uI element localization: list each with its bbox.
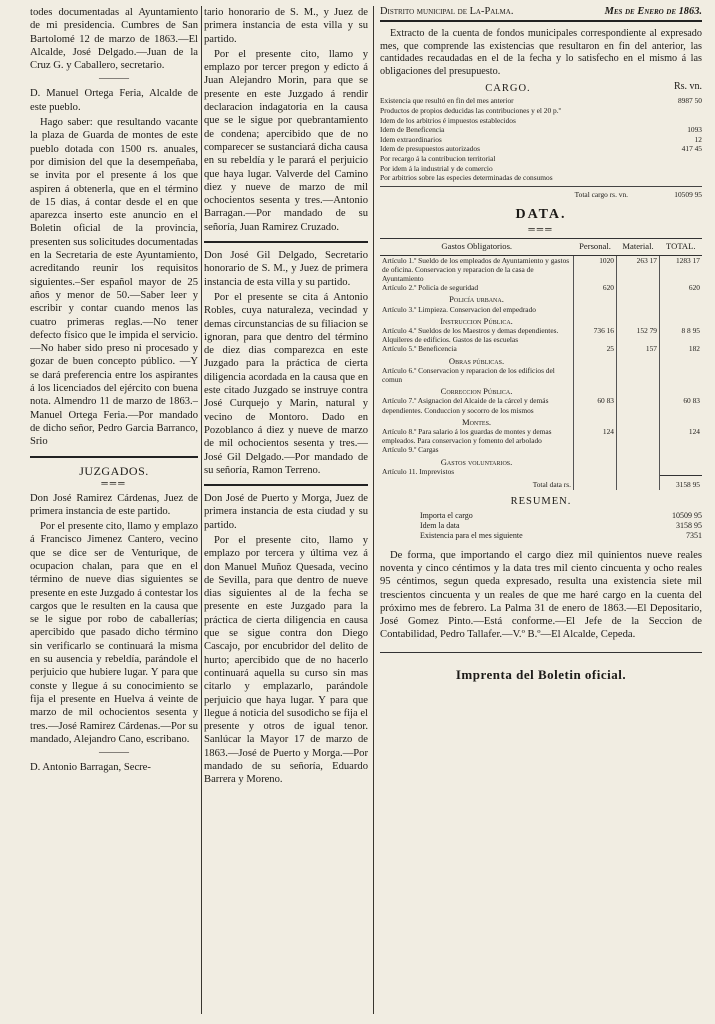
- data-title: DATA.: [515, 207, 567, 223]
- resumen-title: RESUMEN.: [510, 495, 572, 507]
- accounts-header: [380, 6, 702, 22]
- data-table: [380, 238, 702, 489]
- cargo-row-label: Por idem á la industrial y de comercio: [380, 163, 493, 173]
- resumen-label: Importa el cargo: [420, 510, 473, 520]
- cargo-row-amount: [636, 154, 702, 164]
- data-subheading: Correccion Pública.: [440, 386, 513, 397]
- data-article-row: [380, 396, 702, 414]
- article-material: 152 79: [617, 326, 660, 344]
- data-subheading-row: [380, 292, 702, 304]
- column-rule-2: [373, 6, 374, 1014]
- data-article-row: [380, 326, 702, 344]
- cargo-title: CARGO.: [485, 83, 531, 95]
- article-personal: 60 83: [574, 396, 617, 414]
- article-material: [617, 467, 660, 476]
- data-article-row: [380, 344, 702, 353]
- cargo-total-label: Total cargo rs. vn.: [574, 189, 628, 199]
- resumen-row: [380, 511, 702, 521]
- month-label: Mes de Enero de 1863.: [604, 6, 702, 17]
- cargo-row: [380, 106, 702, 116]
- cargo-row: [380, 154, 702, 164]
- article-total: 620: [660, 283, 703, 292]
- data-subheading-row: [380, 455, 702, 467]
- article-total: 182: [660, 344, 703, 353]
- article-label: Artículo 7.º Asignacion del Alcaide de la cárcel y demás dependientes. Conduccion y socorro de los mismos: [382, 396, 549, 415]
- article-label: Artículo 1.º Sueldo de los empleados de Ayuntamiento y gastos de oficina. Conservacion y reparacion de la casa de Ayuntamiento: [382, 255, 570, 283]
- closing-statement: De forma, que importando el cargo diez mil quinientos nueve reales noventa y cinco céntimos y la data tres mil ciento cincuenta y ocho reales 95 céntimos, segun queda expresado, resulta una existencia siete mil trescientos cincuenta y un reales de que me haré cargo en la cuenta del próximo mes de febrero. La Palma 31 de enero de 1863.—El Depositario, José Gomez Pinto.—Está conforme.—El Jefe de la Seccion de Contabilidad, Pedro Tallafer.—V.º B.º—El Alcalde, Cepeda.: [380, 549, 702, 641]
- article-total: 60 83: [660, 396, 703, 414]
- cargo-row-label: Existencia que resultó en fin del mes anterior: [380, 96, 514, 106]
- cargo-row: [380, 96, 702, 106]
- column-2: [204, 6, 368, 1018]
- cargo-total-row: [380, 186, 702, 200]
- printer-footer: Imprenta del Boletin oficial.: [455, 666, 627, 682]
- article-total: [660, 305, 703, 314]
- district-name: Distrito municipal de La-Palma.: [380, 6, 514, 17]
- article-personal: 124: [574, 427, 617, 445]
- article-label: Artículo 3.º Limpieza. Conservacion del empedrado: [382, 304, 536, 314]
- data-subheading-row: [380, 415, 702, 427]
- cargo-total-value: 10509 95: [674, 189, 702, 199]
- article-material: [617, 427, 660, 445]
- separator-dash: ———: [99, 73, 129, 85]
- data-total-value: 3158 95: [660, 476, 703, 490]
- article-personal: [574, 366, 617, 384]
- article-personal: [574, 445, 617, 454]
- resumen-amount: 7351: [686, 530, 702, 540]
- article-label: Artículo 5.º Beneficencia: [382, 344, 457, 354]
- notice-huelva-heading: Don José Ramirez Cárdenas, Juez de primera instancia de este partido.: [30, 492, 198, 517]
- notice-valverde-body: Por el presente cito, llamo y emplazo por tercer pregon y edicto á Juan Alejandro Morin, para que se presente en este Juzgado á rendir declaracion indagatoria en la causa que se le sigue por quebrantamiento de condena; apercibido que de no comparecer se sustanciará dicha causa en su rebeldía y le parará el perjuicio que haya lugar. Valverde del Camino diez y nueve de marzo de mil ochocientos sesenta y tres.—Antonio Barragan.—Por mandado de su señoría, Juan Ramirez Cruzado.: [204, 48, 368, 233]
- column-1: [30, 6, 198, 1018]
- article-label: Artículo 8.º Para salario á los guardas de montes y demas empleados. Para conservacion y fomento del arbolado: [382, 426, 552, 446]
- data-subheading: Policía urbana.: [449, 294, 504, 305]
- cargo-row: [380, 164, 702, 174]
- cargo-row: [380, 144, 702, 154]
- resumen-amount: 3158 95: [676, 520, 702, 530]
- article-personal: 1020: [574, 255, 617, 283]
- cargo-row-label: Por arbitrios sobre las especies determinadas de consumos: [380, 173, 553, 183]
- resumen-row: [380, 521, 702, 531]
- cargo-heading-row: [380, 81, 702, 96]
- data-article-row: [380, 467, 702, 476]
- article-total: 124: [660, 427, 703, 445]
- resumen-label: Existencia para el mes siguiente: [420, 530, 523, 540]
- cargo-list: [380, 96, 702, 182]
- article-label: Artículo 11. Imprevistos: [382, 466, 455, 476]
- article-label: Artículo 2.º Policía de seguridad: [382, 283, 479, 293]
- col-header-personal: Personal.: [574, 239, 617, 255]
- cargo-row: [380, 125, 702, 135]
- cargo-row-label: Idem de presupuestos autorizados: [380, 144, 480, 154]
- resumen-list: [380, 511, 702, 541]
- cargo-row-label: Por recargo á la contribucion territorial: [380, 153, 496, 163]
- cargo-row-amount: 8987 50: [677, 96, 702, 106]
- article-personal: 736 16: [574, 326, 617, 344]
- separator-rule: [204, 484, 368, 486]
- data-subheading-row: [380, 354, 702, 366]
- data-subheading: Montes.: [461, 416, 492, 427]
- data-table-header: [380, 239, 702, 255]
- notice-valverde-heading-end: tario honorario de S. M., y Juez de primera instancia de esta villa y su partido.: [204, 7, 368, 45]
- notice-valverde-heading-start: D. Antonio Barragan, Secre-: [30, 762, 151, 774]
- footer-rule: [380, 652, 702, 653]
- data-total-label: Total data rs.: [532, 479, 571, 489]
- data-article-row: [380, 283, 702, 292]
- article-label: Artículo 4.º Sueldos de los Maestros y demas dependientes. Alquileres de edificios. Gastos de las escuelas: [382, 325, 559, 345]
- section-ornament: ═══: [101, 477, 127, 488]
- notice-huelva-body: Por el presente cito, llamo y emplazo á Francisco Jimenez Cantero, vecino que se dice ser de Venturique, de ocupacion chalan, para que en el término de nueve dias siguientes se presente en este Juzgado á contestar los cargos que le resulten en la causa que se le sigue por robo de caballerías; apercibido que pasado dicho término sin verificarlo se continuará la misma en su ausencia y rebeldía, parándole el perjuicio que hubiere lugar. Y para que conste y llegue á su conocimiento se fija el presente en Huelva á veinte de marzo de mil ochocientos sesenta y tres.—José Ramirez Cárdenas.—Por su mandado, Alejandro Cano, escribano.: [30, 521, 198, 745]
- data-subheading: Obras públicas.: [448, 355, 505, 366]
- data-total-row: [380, 476, 702, 490]
- separator-rule: [204, 241, 368, 243]
- col-header-material: Material.: [617, 239, 660, 255]
- accounts-intro: Extracto de la cuenta de fondos municipales correspondiente al expresado mes, que comprende las existencias que resultaron en fin del anterior, las cantidades recaudadas en el de la fecha y lo satisfecho en el mismo á las obligaciones del presupuesto.: [380, 28, 702, 77]
- cargo-row-amount: [636, 164, 702, 174]
- notice-cumbres-end: todes documentadas al Ayuntamiento de mi presidencia. Cumbres de San Bartolomé 12 de marzo de 1863.—El Alcalde, José Delgado.—Juan de la Cruz G. y Caballero, secretario.: [30, 7, 198, 72]
- article-material: 157: [617, 344, 660, 353]
- article-total: 8 8 95: [660, 326, 703, 344]
- notice-almendro-heading: D. Manuel Ortega Feria, Alcalde de este pueblo.: [30, 88, 198, 113]
- cargo-row: [380, 116, 702, 126]
- separator-dash: ———: [99, 747, 129, 759]
- cargo-row-label: Productos de propios deducidas las contribuciones y el 20 p.º: [380, 105, 561, 115]
- data-article-row: [380, 255, 702, 283]
- cargo-unit: Rs. vn.: [673, 81, 702, 93]
- article-personal: 620: [574, 283, 617, 292]
- cargo-row-label: Idem extraordinarios: [380, 134, 442, 144]
- data-article-row: [380, 445, 702, 454]
- article-total: [660, 366, 703, 384]
- article-material: [617, 283, 660, 292]
- col-header-total: TOTAL.: [660, 239, 703, 255]
- resumen-amount: 10509 95: [672, 510, 702, 520]
- notice-pozoblanco-body: Por el presente se cita á Antonio Robles, cuya naturaleza, vecindad y demas circunstancias de su filiacion se ignoran, para que dentro del término de diez dias comparezca en este Juzgado para la práctica de cierta diligencia acordada en la causa que en este citado Juzgado se instruye contra José Curquejo y Marin, natural y vecino de Montoro. Dado en Pozoblanco á diez y nueve de marzo de mil ochocientos sesenta y tres.—José Gil Delgado.—Por mandado de su señoría, Ramon Terreno.: [204, 291, 368, 476]
- article-material: [617, 396, 660, 414]
- data-article-row: [380, 366, 702, 384]
- cargo-row-amount: 1093: [687, 125, 702, 135]
- cargo-row-amount: [636, 116, 702, 126]
- cargo-row-amount: 12: [694, 134, 702, 144]
- data-article-row: [380, 305, 702, 314]
- article-total: [660, 445, 703, 454]
- resumen-row: [380, 531, 702, 541]
- notice-sanlucar-body: Por el presente cito, llamo y emplazo por tercera y última vez á don Manuel Muñoz Quesada, vecino de Sevilla, para que dentro de nueve dias siguientes al de la fecha se presente en este Juzgado para la práctica de cierta diligencia en causa que se sigue contra don Diego Cascajo, por encubridor del delito de hurto; apercibido que de no hacerlo continuará aquella su curso sin mas citarlo y emplazarlo, parándole perjuicio que haya lugar. Y para que llegue á noticia del susodicho se fija el presente y otros de igual tenor. Sanlúcar la Mayor 17 de marzo de 1863.—José de Puerto y Morga.—Por mandado de su señoría, Eduardo Barrera y Moreno.: [204, 534, 368, 786]
- resumen-label: Idem la data: [420, 520, 460, 530]
- col-header-gastos: Gastos Obligatorios.: [380, 239, 574, 255]
- article-personal: 25: [574, 344, 617, 353]
- data-subheading: Instruccion Pública.: [440, 315, 513, 326]
- article-personal: [574, 467, 617, 476]
- data-subheading-row: [380, 384, 702, 396]
- section-title-juzgados: JUZGADOS.: [79, 463, 149, 478]
- article-material: [617, 366, 660, 384]
- cargo-row-label: Idem de Beneficencia: [380, 125, 445, 135]
- article-material: [617, 445, 660, 454]
- article-personal: [574, 305, 617, 314]
- article-label: Artículo 6.º Conservacion y reparacion de los edificios del comun: [382, 365, 555, 384]
- article-label: Artículo 9.º Cargas: [382, 445, 439, 455]
- data-article-row: [380, 427, 702, 445]
- data-subheading-row: [380, 314, 702, 326]
- cargo-row: [380, 135, 702, 145]
- cargo-row-amount: [636, 173, 702, 183]
- section-rule: [30, 456, 198, 458]
- article-material: [617, 305, 660, 314]
- column-3-accounts: [380, 6, 702, 1018]
- cargo-row-label: Idem de los arbitrios é impuestos establecidos: [380, 115, 516, 125]
- article-total: [660, 467, 703, 476]
- notice-almendro-body: Hago saber: que resultando vacante la plaza de Guarda de montes de este pueblo dotada con 1500 rs. anuales, por dimision del que la desempeñaba, se invita por el presente á los que aspiren á obtenerla, que en el término de 15 dias, á contar desde el en que aparezca inserto este anuncio en el Boletin oficial de la provincia, presenten sus solicitudes documentadas en la Secretaria de este Ayuntamiento, acreditando reunir los requisitos siguientes.–Ser español mayor de 25 años y menor de 50.—Saber leer y escribir y contar cuando menos las cuatro primeras reglas.—No tener defecto físico que le impida el servicio.—No haber sido preso ni procesado y gozar de buen concepto público. —Y se dará preferencia entre los aspirantes á los licenciados del ejército con buena nota. Almendro 11 de marzo de 1863.–Manuel Ortega Feria.—Por mandado de dicho señor, Pedro Garcia Barranco, Srio: [30, 117, 198, 448]
- article-total: 1283 17: [660, 255, 703, 283]
- cargo-row-amount: 417 45: [681, 144, 702, 154]
- data-subheading: Gastos voluntarios.: [440, 456, 513, 467]
- cargo-row: [380, 173, 702, 183]
- data-ornament: ═══: [528, 224, 554, 235]
- column-rule-1: [201, 6, 202, 1014]
- notice-pozoblanco-heading: Don José Gil Delgado, Secretario honorario de S. M., y Juez de primera instancia de esta villa y su partido.: [204, 250, 368, 288]
- cargo-row-amount: [636, 106, 702, 116]
- article-material: 263 17: [617, 255, 660, 283]
- notice-sanlucar-heading: Don José de Puerto y Morga, Juez de primera instancia de esta ciudad y su partido.: [204, 493, 368, 531]
